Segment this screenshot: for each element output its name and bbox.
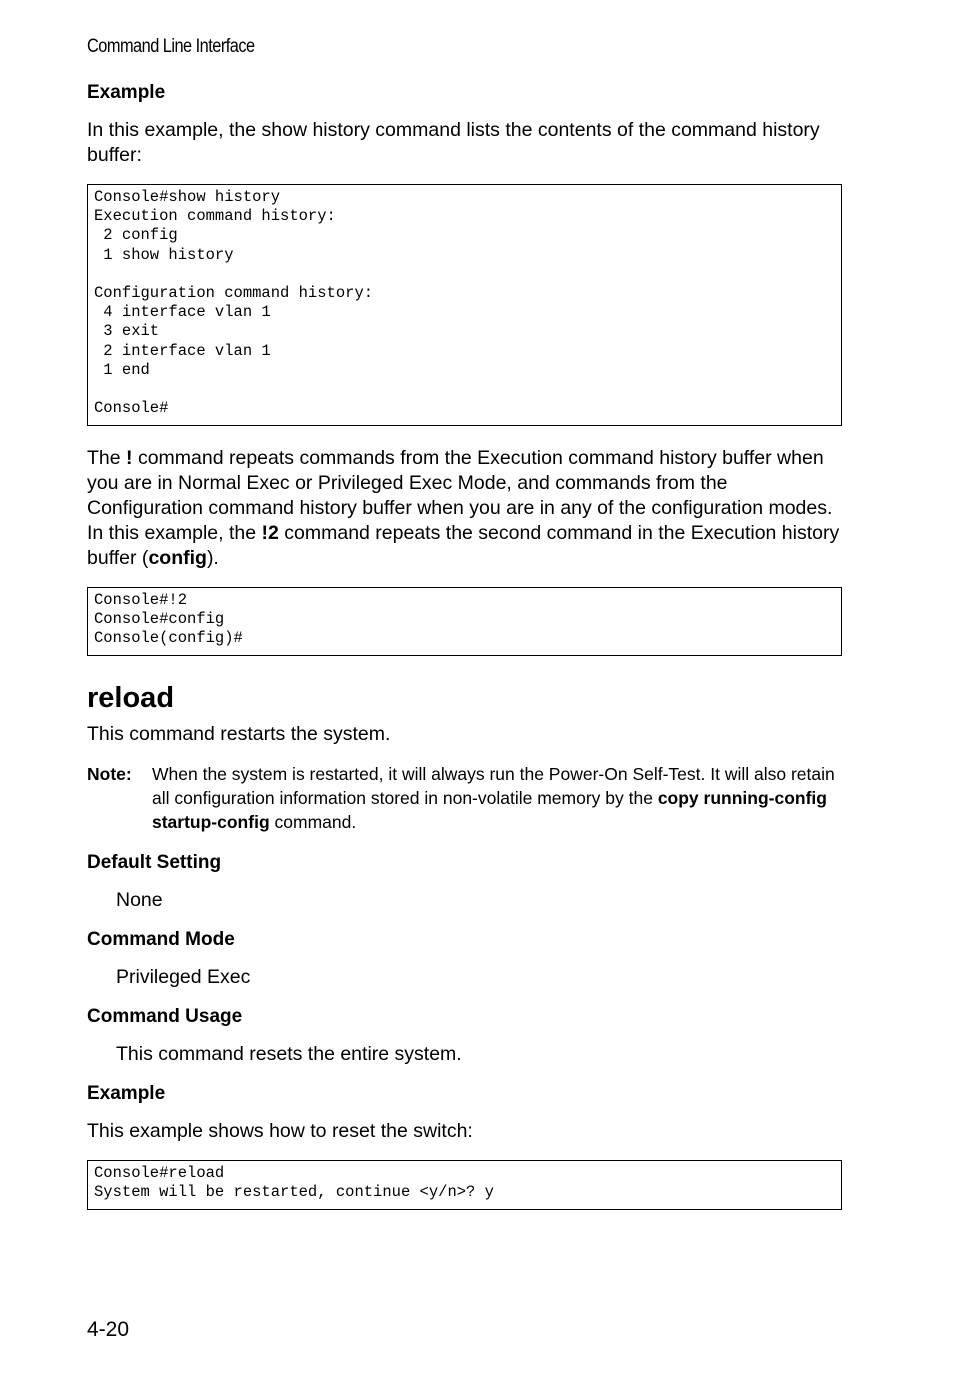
- code-block-show-history: Console#show history Execution command history: 2 config 1 show history Configuration command history: 4 interface vlan 1 3 exit 2 interface vlan 1 1 end Console#: [87, 184, 842, 426]
- bold-config: config: [148, 547, 207, 569]
- default-setting-heading-block: [87, 852, 847, 874]
- text-run: command.: [269, 812, 357, 832]
- text-run: The: [87, 447, 127, 469]
- command-title: reload: [87, 682, 175, 714]
- history-paragraph: [87, 446, 847, 571]
- history-explanation: [87, 446, 847, 571]
- code-block-bang2: Console#!2 Console#config Console(config)#: [87, 587, 842, 656]
- example-intro-2-block: [87, 1119, 847, 1144]
- example-intro-2: This example shows how to reset the switch:: [87, 1120, 473, 1142]
- text-run: command repeats the second command in the Execution history buffer (: [87, 522, 840, 569]
- intro-paragraph: In this example, the show history command lists the contents of the command history buffer:: [87, 119, 820, 166]
- bold-bang: !: [126, 447, 133, 469]
- note-text: [152, 762, 852, 834]
- command-mode-heading-block: [87, 929, 847, 951]
- command-description: This command restarts the system.: [87, 723, 391, 745]
- command-mode-heading: Command Mode: [87, 929, 235, 950]
- default-setting-heading: Default Setting: [87, 852, 222, 873]
- bold-bang2: !2: [261, 522, 279, 544]
- example-intro: [87, 118, 847, 168]
- note-box: [87, 762, 847, 834]
- note-label: Note:: [87, 764, 132, 784]
- text-run: ).: [206, 547, 219, 569]
- running-head: Command Line Interface: [87, 36, 255, 57]
- text-run: When the system is restarted, it will always run the Power-On Self-Test. It will also retain all configuration information stored in non-volatile memory by the: [152, 764, 835, 808]
- command-usage-value: This command resets the entire system.: [116, 1043, 462, 1065]
- command-mode-value: Privileged Exec: [116, 966, 251, 988]
- reload-description-block: [87, 722, 847, 747]
- code-block-reload: Console#reload System will be restarted, continue <y/n>? y: [87, 1160, 842, 1210]
- reload-title-block: [87, 682, 847, 714]
- section-heading: Example: [87, 82, 166, 103]
- text-run: command repeats commands from the Execution command history buffer when you are in Normal Exec or Privileged Exec Mode, and commands from the Configuration command history buffer when you are in any of the configuration modes. In this example, the: [87, 447, 833, 544]
- page-number: 4-20: [87, 1318, 130, 1341]
- example-heading-2-block: [87, 1083, 847, 1105]
- example-heading-1: [87, 82, 847, 104]
- example-heading-2: Example: [87, 1083, 166, 1104]
- bold-command: copy running-config startup-config: [152, 788, 827, 832]
- command-usage-heading: Command Usage: [87, 1006, 243, 1027]
- default-setting-value: None: [116, 889, 163, 911]
- command-usage-heading-block: [87, 1006, 847, 1028]
